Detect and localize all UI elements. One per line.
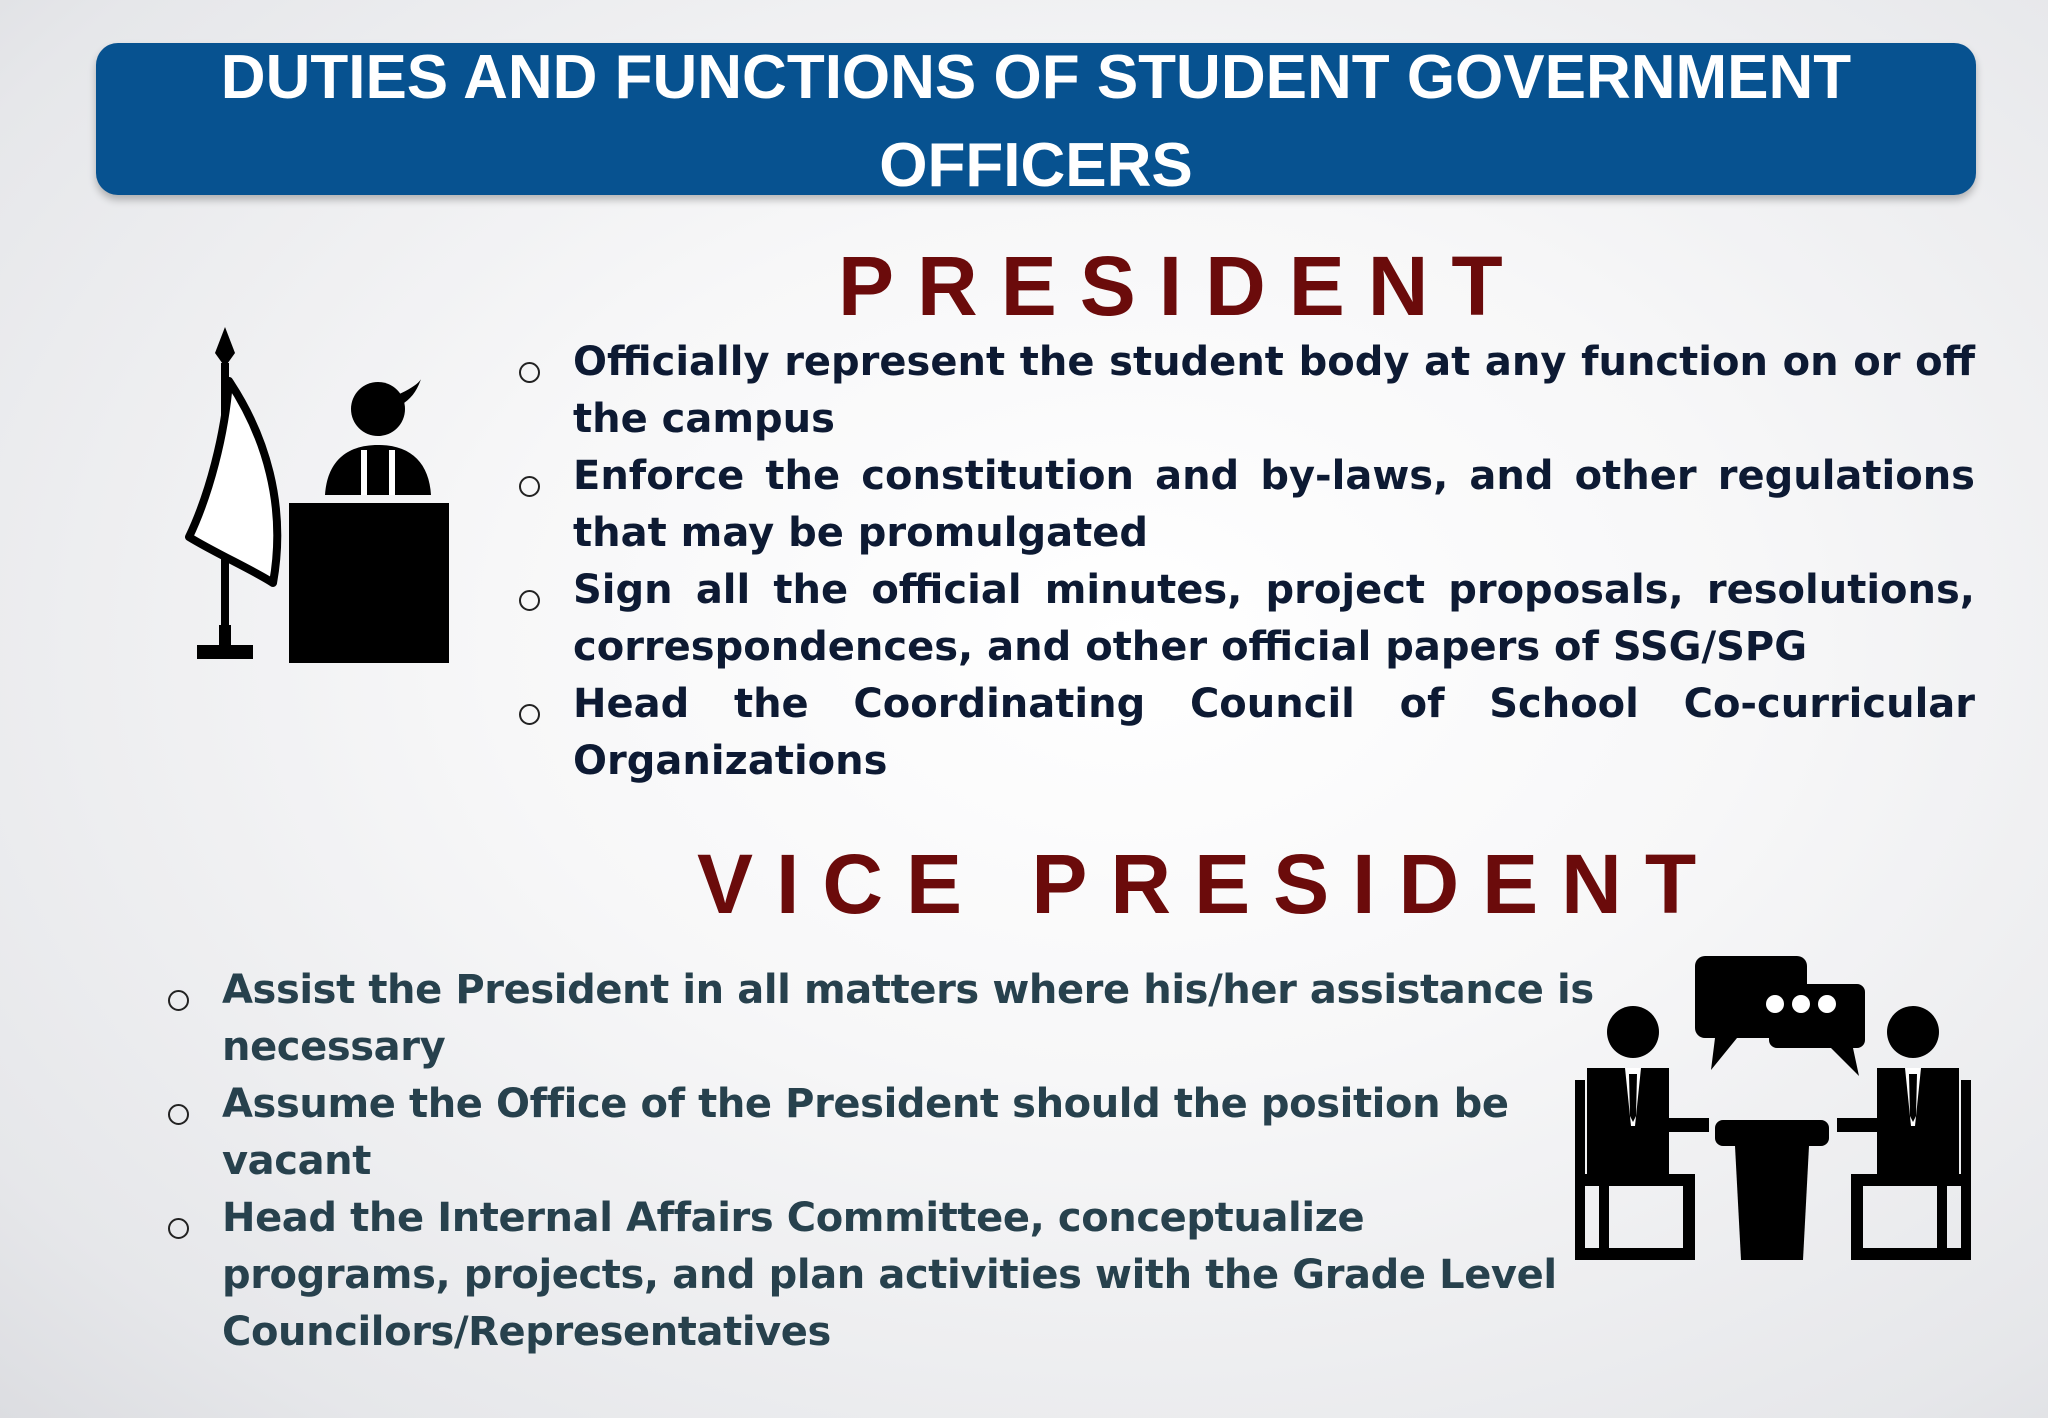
list-item: Sign all the official minutes, project proposals, resolutions, correspondences, and other official papers of SSG/SPG	[511, 562, 1975, 676]
vice-president-heading: VICE PRESIDENT	[697, 837, 1720, 931]
list-item: Head the Coordinating Council of School Co-curricular Organizations	[511, 676, 1975, 790]
list-item: Assist the President in all matters where his/her assistance is necessary	[160, 962, 1600, 1076]
page-title: DUTIES AND FUNCTIONS OF STUDENT GOVERNMENT OFFICERS	[220, 43, 1852, 200]
list-item: Assume the Office of the President should the position be vacant	[160, 1076, 1600, 1190]
vice-president-duties-list	[160, 962, 1600, 1361]
title-banner	[96, 43, 1976, 200]
president-heading: PRESIDENT	[838, 239, 1526, 333]
list-item: Enforce the constitution and by-laws, and other regulations that may be promulgated	[511, 448, 1975, 562]
president-duties-list	[511, 334, 1975, 790]
list-item: Officially represent the student body at any function on or off the campus	[511, 334, 1975, 448]
meeting-conversation-icon	[1565, 950, 1985, 1270]
list-item: Head the Internal Affairs Committee, conceptualize programs, projects, and plan activities with the Grade Level Councilors/Representatives	[160, 1190, 1600, 1361]
podium-speaker-icon	[175, 325, 455, 675]
